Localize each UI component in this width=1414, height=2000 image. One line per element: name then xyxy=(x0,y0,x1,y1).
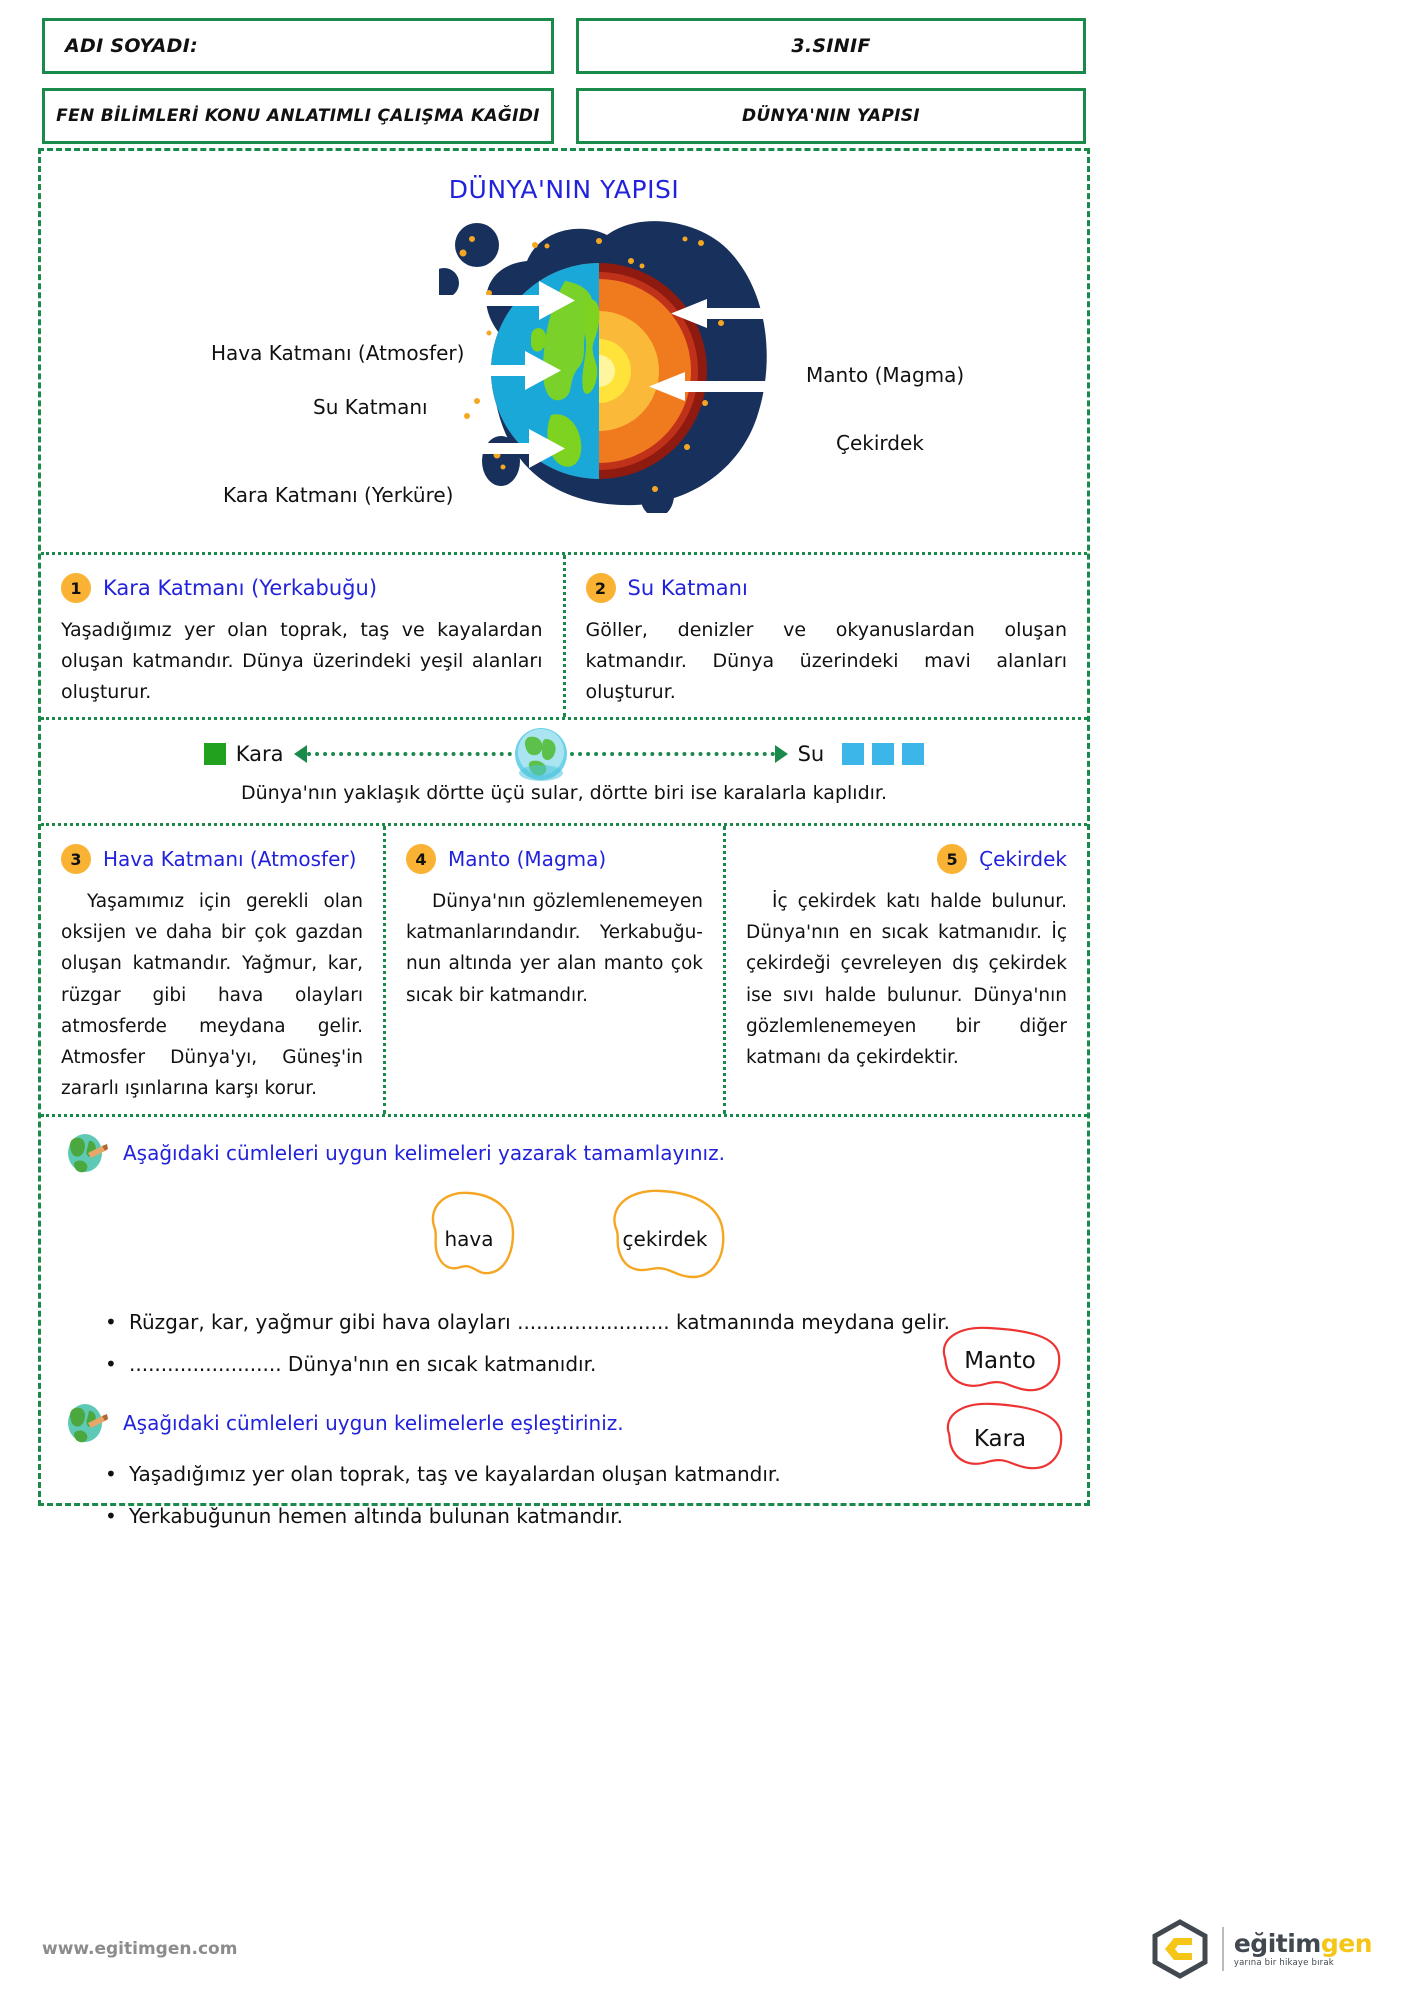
legend-caption: Dünya'nın yaklaşık dörtte üçü sular, dörtte biri ise karalarla kaplıdır. xyxy=(240,782,888,805)
card-body-text: Dünya'nın gözlemlenemeyen katmanlarındandır. Yerkabuğu-nun altında yer alan manto çok sıcak bir katmandır. xyxy=(406,891,703,1006)
header-row-top xyxy=(42,18,1372,74)
card-header xyxy=(406,844,703,874)
card-header xyxy=(61,573,543,603)
worksheet-type-label: FEN BİLİMLERİ KONU ANLATIMLI ÇALIŞMA KAĞIDI xyxy=(56,106,540,126)
name-label: ADI SOYADI: xyxy=(65,35,198,57)
list-item[interactable]: • Yaşadığımız yer olan toprak, taş ve kayalardan oluşan katmandır. xyxy=(105,1459,1063,1489)
word-bank-label: hava xyxy=(444,1226,494,1251)
card-title: Su Katmanı xyxy=(627,576,748,600)
logo-tagline: yarına bir hikaye bırak xyxy=(1233,1957,1334,1968)
land-color-swatch xyxy=(204,743,226,765)
arrow-left-icon xyxy=(294,745,307,763)
earth-structure-diagram xyxy=(41,151,1087,555)
logo-text xyxy=(1233,1928,1372,1958)
word-bank-item-cekirdek[interactable] xyxy=(595,1185,735,1293)
name-field-box[interactable] xyxy=(42,18,554,74)
water-color-swatch xyxy=(872,743,894,765)
card-manto xyxy=(386,826,726,1114)
grade-box xyxy=(576,18,1086,74)
card-number-badge: 4 xyxy=(406,844,436,874)
legend-connector-right xyxy=(570,752,775,756)
list-item[interactable]: • Yerkabuğunun hemen altında bulunan katmandır. xyxy=(105,1501,1063,1531)
word-bank-label: çekirdek xyxy=(622,1226,708,1251)
topic-box xyxy=(576,88,1086,144)
card-number-badge: 5 xyxy=(937,844,967,874)
word-bank-item-hava[interactable] xyxy=(413,1185,525,1293)
card-number-badge: 2 xyxy=(586,573,616,603)
globe-pencil-icon xyxy=(65,1131,109,1175)
answer-option-label: Manto xyxy=(964,1347,1036,1374)
brand-logo xyxy=(1148,1919,1372,1979)
card-title: Manto (Magma) xyxy=(448,847,607,872)
worksheet-header xyxy=(0,0,1414,144)
water-color-swatch xyxy=(902,743,924,765)
card-title: Çekirdek xyxy=(979,847,1067,872)
topic-label: DÜNYA'NIN YAPISI xyxy=(742,106,920,126)
grade-label: 3.SINIF xyxy=(791,35,871,57)
card-body-text: İç çekirdek katı halde bulunur. Dünya'nın en sıcak katmanıdır. İç çekirdeği çevreleyen dış çekirdek ise sıvı halde bulunur. Dünya'nın gözlemlenemeyen bir diğer katmanı da çekirdektir. xyxy=(746,891,1067,1068)
header-row-bottom xyxy=(42,88,1372,144)
globe-pencil-icon xyxy=(65,1401,109,1445)
logo-text-part1: eğitim xyxy=(1233,1928,1321,1958)
card-header xyxy=(61,844,363,874)
answer-bank xyxy=(935,1322,1065,1478)
land-water-legend xyxy=(41,720,1087,826)
diagram-canvas xyxy=(41,203,1087,555)
card-header xyxy=(586,573,1068,603)
website-url: www.egitimgen.com xyxy=(42,1939,238,1959)
exercise2-header xyxy=(65,1401,1063,1445)
logo-text-part2: gen xyxy=(1320,1928,1372,1958)
exercise1-title: Aşağıdaki cümleleri uygun kelimeleri yazarak tamamlayınız. xyxy=(123,1140,725,1165)
card-number-badge: 1 xyxy=(61,573,91,603)
card-body-text: Yaşadığımız yer olan toprak, taş ve kayalardan oluşan katmandır. Dünya üzerindeki yeşil alanları oluşturur. xyxy=(61,619,543,703)
logo-divider xyxy=(1222,1927,1224,1971)
earth-cross-section-icon xyxy=(439,203,779,513)
water-color-swatch xyxy=(842,743,864,765)
answer-option-label: Kara xyxy=(973,1425,1027,1452)
exercise2-title: Aşağıdaki cümleleri uygun kelimelerle eşleştiriniz. xyxy=(123,1410,624,1435)
card-hava-katmani xyxy=(41,826,386,1114)
card-title: Kara Katmanı (Yerkabuğu) xyxy=(103,576,378,600)
exercise2-question-list xyxy=(105,1459,1063,1531)
label-water: Su Katmanı xyxy=(313,395,428,419)
worksheet-type-box xyxy=(42,88,554,144)
label-mantle: Manto (Magma) xyxy=(806,363,965,387)
arrow-right-icon xyxy=(775,745,788,763)
exercise1-question-list xyxy=(105,1307,1063,1379)
card-su-katmani xyxy=(566,555,1088,717)
answer-option-manto[interactable] xyxy=(935,1322,1065,1400)
page-footer xyxy=(0,1920,1414,2000)
globe-icon xyxy=(512,725,570,783)
list-item[interactable]: • ........................ Dünya'nın en sıcak katmanıdır. xyxy=(105,1349,1063,1379)
worksheet-body xyxy=(38,148,1090,1528)
legend-water-label: Su xyxy=(797,742,825,767)
card-number-badge: 3 xyxy=(61,844,91,874)
label-land: Kara Katmanı (Yerküre) xyxy=(223,483,454,507)
legend-land-label: Kara xyxy=(235,742,284,767)
card-body-text: Göller, denizler ve okyanuslardan oluşan katmandır. Dünya üzerindeki mavi alanları oluşturur. xyxy=(585,619,1067,703)
cards-row-bottom xyxy=(41,826,1087,1117)
answer-option-kara[interactable] xyxy=(935,1400,1065,1478)
exercise1-header xyxy=(65,1131,1063,1175)
legend-row xyxy=(41,720,1087,788)
word-bank xyxy=(65,1185,1063,1293)
hexagon-e-logo-icon xyxy=(1148,1919,1212,1979)
label-atmosphere: Hava Katmanı (Atmosfer) xyxy=(211,341,465,365)
cards-row-top xyxy=(41,555,1087,720)
card-title: Hava Katmanı (Atmosfer) xyxy=(103,847,357,872)
label-core: Çekirdek xyxy=(836,431,924,455)
card-header xyxy=(746,844,1067,874)
diagram-title: DÜNYA'NIN YAPISI xyxy=(448,175,680,204)
card-kara-katmani xyxy=(41,555,566,717)
logo-wordmark xyxy=(1233,1928,1372,1968)
exercise-section xyxy=(41,1117,1087,1531)
legend-connector-left xyxy=(307,752,512,756)
card-cekirdek xyxy=(726,826,1087,1114)
card-body-text: Yaşamımız için gerekli olan oksijen ve daha bir çok gazdan oluşan katmandır. Yağmur, kar, rüzgar gibi hava olayları atmosferde meydana gelir. Atmosfer Dünya'yı, Güneş'in zararlı ışınlarına karşı korur. xyxy=(61,891,363,1099)
list-item[interactable]: • Rüzgar, kar, yağmur gibi hava olayları ........................ katmanında meydana gelir. xyxy=(105,1307,1063,1337)
